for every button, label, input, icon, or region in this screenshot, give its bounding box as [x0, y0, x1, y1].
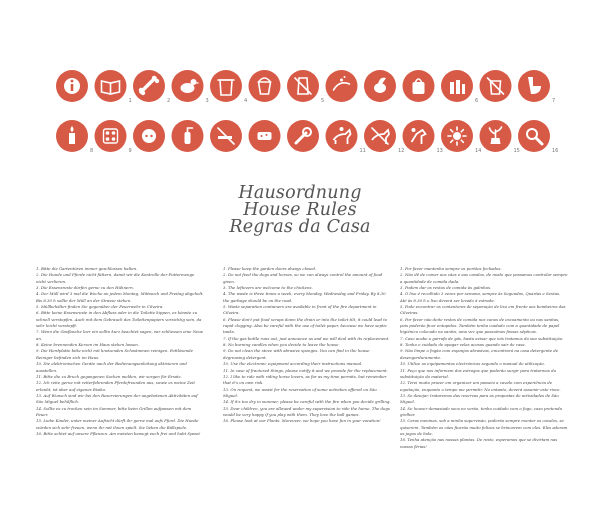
icon-number: 16: [552, 148, 559, 154]
rider-icon: [326, 120, 366, 154]
fire-extinguisher-icon: [172, 120, 204, 152]
rule-item: 12. I like to ride with riding horse lovers, as far as my time permits, but remember that it's on own risk.: [223, 373, 387, 386]
trash-icon: [210, 70, 247, 104]
bone-icon: [133, 70, 170, 104]
bucket-icon: [249, 70, 281, 102]
icon-number: 11: [359, 148, 366, 154]
title-block: [0, 185, 600, 236]
rule-item: 11. Peço que nos informem dos estragos que poderão surgir para tratarmos da substituição do material.: [400, 367, 556, 379]
rule-item: 3. Die Essensreste dürfen gerne zu den Hühnern.: [36, 285, 134, 291]
rule-item: 7. Wenn die Gasflasche leer ein solltn kurz beachtet sagen, wir schliessen eine Neue an.: [36, 329, 204, 341]
gas-stove-icon: [95, 120, 132, 154]
rule-item: 14. If it's too dry in summer, please be careful with the fire when you decide grilling.: [223, 399, 391, 405]
icon-grid: [0, 0, 600, 170]
rule-item: 2. Do not feed the dogs and horses, so we can always control the amount of food given.: [223, 272, 383, 284]
rule-item: 5. Waste separation containers are available in front of the fire department in Cilveira.: [223, 304, 377, 316]
rule-item: 2. Não dê de comer aos cães e aos cavalos, de modo que possamos controlar sempre a quantidade de comida dada.: [400, 272, 568, 284]
info-icon: [56, 70, 88, 102]
rule-item: 4. The waste is three times a week, every Monday, Wednesday and Friday. By 8.30 the garbage should be on the road.: [223, 291, 386, 303]
icon-number: 14: [475, 148, 482, 154]
bag-icon: [403, 70, 435, 102]
no-cleaning-product-icon: [287, 70, 324, 104]
rule-item: 1. Please keep the garden doors always closed.: [223, 266, 317, 271]
icon-number: 5: [321, 98, 325, 104]
sponge-icon: [249, 120, 281, 152]
icon-number: 7: [552, 98, 556, 104]
rules-portuguese: [400, 266, 568, 450]
horse-alarm-icon: [403, 120, 443, 154]
sun-icon: [441, 120, 481, 154]
rule-item: 5. Pode encontrar os contentores de separação de lixo em frente aos bombeiros das Cilveiras.: [400, 304, 566, 316]
book-icon: [95, 70, 132, 104]
rule-item: 6. Please don't put food scraps down the drain or into the toilet tilt, it could lead to rapid clogging. Also be careful with the use of toilet paper, because we have septic tanks.: [223, 316, 388, 335]
rule-item: 16. Bitte achtet auf unsere Pflanzen. Am meisten bewegt euch frei und habt Spass!: [36, 430, 201, 436]
rule-item: 11. In case of fractured things, please notify it and we provide for the replacement.: [223, 367, 388, 373]
rules-english: [223, 266, 391, 425]
rule-item: 1. Por favor mantenha sempre os portões fechados.: [400, 266, 502, 271]
rule-item: 16. Tenha atenção nas nossas plantas. De resto, esperamos que se divirtam nas vossas férias!: [400, 437, 558, 449]
bird-icon: [364, 70, 396, 102]
rule-item: 3. Podem dar os restos de comida às galinhas.: [400, 285, 492, 291]
rule-item: 12. Ich reite gerne mit reiterfahrenden Pferdefreunden aus, sowie es meine Zeit erlaubt, ist aber auf eigenes Risiko.: [36, 380, 195, 392]
rule-item: 4. Der Müll wird 3 mal die Woche an jedem Montag, Mittwoch und Freitag abgeholt. Bis 8.30 h sollte der Müll an der Strasse stehen.: [36, 291, 204, 303]
rule-item: 10. Utilize os equipamentos electrónicos segundo o manual de utilização.: [400, 361, 545, 367]
bottles-icon: [441, 70, 478, 104]
title-english: House Rules: [243, 200, 357, 220]
icon-number: 15: [513, 148, 520, 154]
wrench-icon: [287, 120, 319, 152]
rules-german: [36, 266, 204, 437]
title-portuguese: Regras da Casa: [229, 217, 371, 237]
rule-item: 2. Die Hunde und Pferde nicht füttern, damit wir die Kontrolle der Futtermenge nicht verlieren.: [36, 272, 195, 284]
rule-item: 15. Liebe Kinder, unter meiner Aufsicht dürft ihr gerne mal aufs Pferd. Die Hunde würden sich sehr freuen, wenn ihr mit ihnen spielt. Sie lieben die Bällspiele.: [36, 418, 199, 430]
icon-number: 3: [205, 98, 209, 104]
rule-item: 10. Die elektronischen Geräte nach der Bedienungsanleitung aktivieren und ausstellen.: [36, 361, 187, 373]
rule-item: 6. Por favor não deite restos de comida nos canos de escoamento ou nas sanitas, pois poderão ficar entupidos. Também tenha cuidado com a quantidade de papel higiénico colocado na sanita, uma vez que possuímos fossas sépticas.: [400, 316, 560, 335]
rule-item: 13. Se desejar, trataremos das reservas para as propostas de actividades de São Miguel.: [400, 392, 559, 405]
icon-number: 9: [128, 148, 132, 154]
rule-item: 16. Please look at our Plants. Moreover, we hope you have fun in your vacation!: [223, 418, 381, 424]
rule-item: 9. Die Herdplatte bitte nicht mit kratzenden Schwämmen reinigen. Fettlösende Reiniger befinden sich im Haus.: [36, 348, 193, 360]
magnifier-icon: [518, 120, 558, 154]
rule-item: 7. Caso acabe a garrafa de gás, basta avisar que nós tratamos da sua substituição.: [400, 335, 564, 341]
rule-item: 15. Caras meninas, sob a minha supervisão, poderão sempre montar os cavalos, se quiserem. Também os cães ficarão muito felizes se brincarem com eles. Eles adoram os jogos de bola.: [400, 418, 568, 436]
plant-icon: [480, 120, 520, 154]
icon-number: 6: [475, 98, 479, 104]
rule-item: 13. Auf Wunsch sind wir bei den Reservierungen der angebotenen Aktivitäten auf São Miguel behilflich.: [36, 392, 198, 405]
icon-grid-svg: [0, 0, 600, 170]
rule-item: 3. The leftovers are welcome to the chickens.: [223, 285, 313, 291]
rule-item: 13. On request, we assist for the reservation of some activities offered on São Miguel.: [223, 386, 377, 398]
toilet-icon: [518, 70, 555, 104]
rule-item: 10. Use the electronic equipment according their instructions manual.: [223, 361, 363, 367]
candle-icon: [56, 120, 93, 154]
rule-item: 5. Müllbehälter finden Sie gegenüber der Feuerwehr in Cilveira.: [36, 304, 164, 310]
rule-item: 8. No burning candles when you decide to leave the house.: [223, 342, 340, 348]
rule-item: 8. Tenha o cuidado de apagar velas acesas quando sair de casa.: [400, 342, 526, 348]
rule-item: 7. If the gas bottle runs out, just announce us and we will deal with its replacement.: [223, 335, 390, 341]
icon-number: 4: [244, 98, 248, 104]
icon-number: 1: [128, 98, 132, 104]
chicken-icon: [172, 70, 209, 104]
rule-item: 9. Não limpe o fogão com esponjas abrasivas, encontrará na casa detergente de desengorduramento.: [400, 348, 559, 360]
hand-wash-icon: [326, 70, 358, 102]
no-riding-icon: [364, 120, 404, 154]
no-smoking-icon: [210, 120, 242, 152]
rule-item: 14. Se houver demasiado seca no verão, tenha cuidado com o fogo, caso pretenda grelhar.: [400, 405, 562, 417]
rule-item: 14. Sollte es zu trocken sein im Sommer, bitte beim Grillen aufpassen mit dem Feuer.: [36, 405, 192, 417]
rule-item: 12. Terei muito prazer em organizar um passeio a cavalo com experiência de equitação, enquanto o tempo me permitir. No entanto, deverá assumir este risco.: [400, 380, 561, 392]
rule-item: 4. O lixo é recolhido 3 vezes por semana, sempre às Segundas, Quartas e Sextas. Até às 8.30 h o lixo deverá ser levado à estrada.: [400, 291, 561, 303]
rule-item: 9. Do not clean the stove with abrasive sponges. You can find in the house degreasing detergent.: [223, 348, 370, 360]
rule-item: 8. Keine brennenden Kerzen im Haus stehen lassen.: [36, 342, 140, 348]
rule-item: 6. Bitte keine Essensreste in den Abfluss oder in die Toilette kippen, es könnte zu schnell verstopfen. Auch mit dem Gebrauch des Toilettenpapiers vorsichtig sein, da sehr leicht verstopft.: [36, 310, 202, 329]
no-trash-icon: [480, 70, 512, 102]
icon-number: 2: [167, 98, 171, 104]
rule-item: 11. Bitte die zu Bruch gegangenen Sachen melden, wir sorgen für Ersatz.: [36, 373, 182, 379]
icon-number: 13: [436, 148, 443, 154]
icon-number: 12: [398, 148, 405, 154]
icon-number: 8: [90, 148, 94, 154]
title-german: Hausordnung: [238, 183, 362, 203]
rule-item: 1. Bitte die Gartentüren immer geschlossen halten.: [36, 266, 138, 271]
rule-item: 15. Dear children, you are allowed under my supervision to ride the horse. The dogs would be very happy if you play with them. They love the ball games.: [223, 405, 390, 417]
power-outlet-icon: [133, 120, 165, 152]
